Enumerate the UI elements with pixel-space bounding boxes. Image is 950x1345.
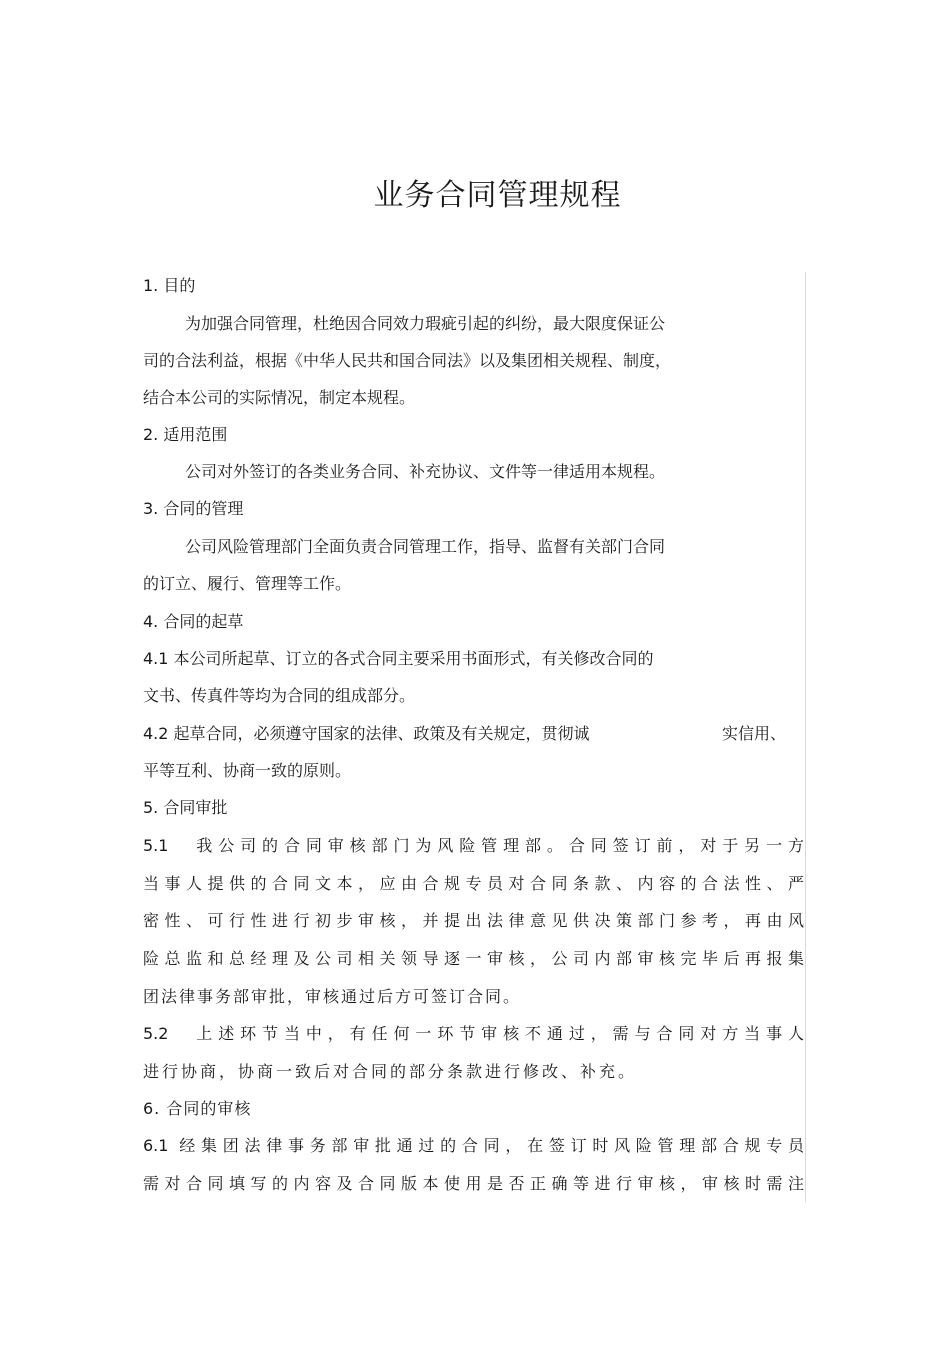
paragraph-line: 结合本公司的实际情况，制定本规程。 [143, 388, 416, 407]
paragraph-line: 险总监和总经理及公司相关领导逐一审核，公司内部审核完毕后再报集 [143, 949, 804, 968]
paragraph-line: 5.2 上述环节当中，有任何一环节审核不通过，需与合同对方当事人 [143, 1024, 804, 1043]
section-heading: 4. 合同的起草 [143, 612, 244, 631]
section-heading: 3. 合同的管理 [143, 499, 244, 518]
paragraph-line: 进行协商，协商一致后对合同的部分条款进行修改、补充。 [143, 1062, 638, 1081]
paragraph-line: 司的合法利益，根据《中华人民共和国合同法》以及集团相关规程、制度， [143, 351, 672, 370]
section-heading: 6. 合同的审核 [143, 1099, 252, 1118]
paragraph-line: 公司风险管理部门全面负责合同管理工作，指导、监督有关部门合同 [185, 537, 666, 556]
document-title: 业务合同管理规程 [373, 178, 622, 213]
paragraph-line: 6.1 经集团法律事务部审批通过的合同，在签订时风险管理部合规专员 [143, 1136, 804, 1155]
paragraph-line: 4.2 起草合同，必须遵守国家的法律、政策及有关规定，贯彻诚 [143, 724, 590, 743]
paragraph-line: 团法律事务部审批，审核通过后方可签订合同。 [143, 987, 522, 1006]
paragraph-line: 为加强合同管理，杜绝因合同效力瑕疵引起的纠纷，最大限度保证公 [185, 314, 666, 333]
paragraph-line: 5.1 我公司的合同审核部门为风险管理部。合同签订前，对于另一方 [143, 836, 804, 855]
paragraph-line-tail: 实信用、 [722, 724, 787, 743]
paragraph-line: 的订立、履行、管理等工作。 [143, 574, 352, 593]
section-heading: 5. 合同审批 [143, 798, 228, 817]
paragraph-line: 4.1 本公司所起草、订立的各式合同主要采用书面形式，有关修改合同的 [143, 649, 654, 668]
section-heading: 1. 目的 [143, 276, 196, 295]
paragraph-line: 当事人提供的合同文本，应由合规专员对合同条款、内容的合法性、严 [143, 874, 804, 893]
section-heading: 2. 适用范围 [143, 425, 228, 444]
paragraph-line: 密性、可行性进行初步审核，并提出法律意见供决策部门参考，再由风 [143, 911, 804, 930]
paragraph-line: 需对合同填写的内容及合同版本使用是否正确等进行审核，审核时需注 [143, 1174, 804, 1193]
paragraph-line: 公司对外签订的各类业务合同、补充协议、文件等一律适用本规程。 [185, 462, 666, 481]
paragraph-line: 平等互利、协商一致的原则。 [143, 761, 352, 780]
page-edge-rule [805, 272, 806, 1202]
paragraph-line: 文书、传真件等均为合同的组成部分。 [143, 686, 416, 705]
